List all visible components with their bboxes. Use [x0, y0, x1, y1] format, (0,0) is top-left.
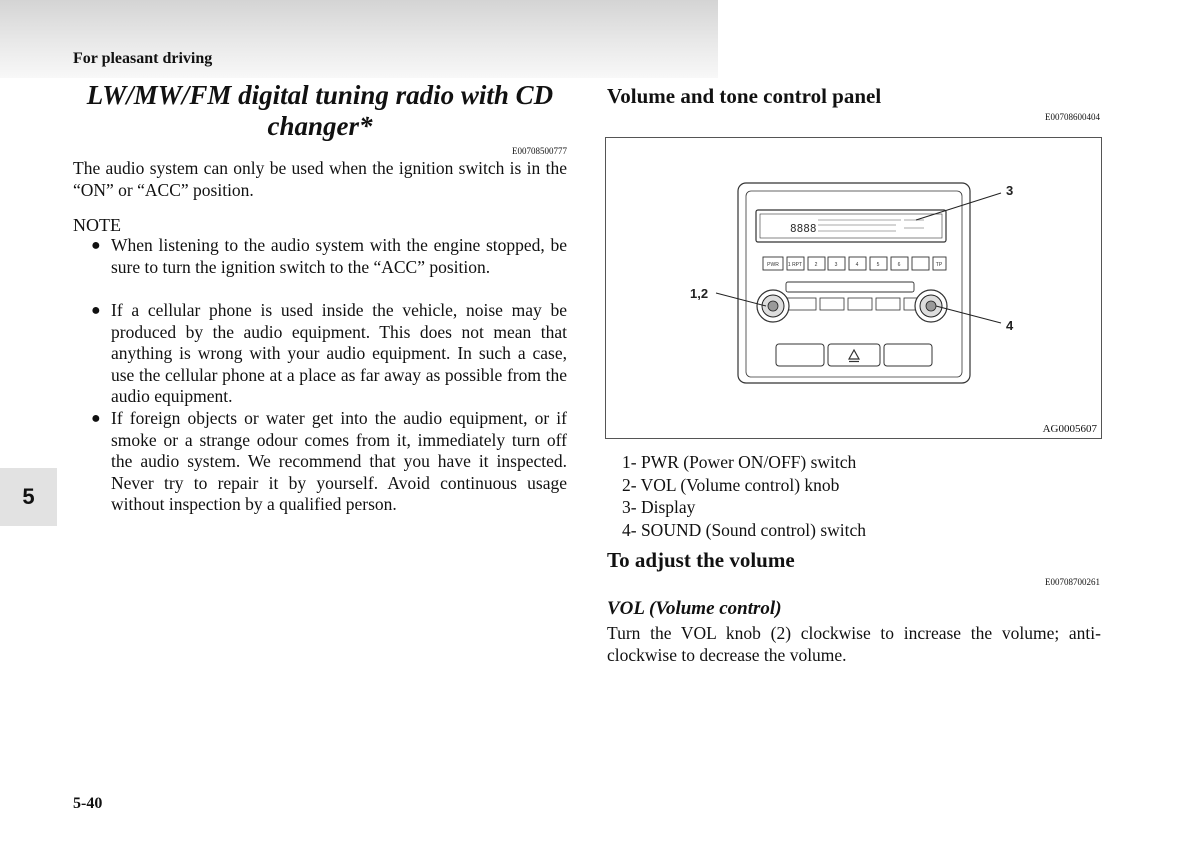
reference-code: E00708500777 — [512, 146, 567, 156]
page-number: 5-40 — [73, 795, 103, 812]
svg-text:6: 6 — [897, 262, 901, 268]
volume-heading: To adjust the volume — [607, 548, 795, 572]
callout-line-display — [916, 193, 1001, 220]
bullet-icon: ● — [91, 237, 101, 254]
vol-subheading: VOL (Volume control) — [607, 598, 782, 619]
svg-text:TP: TP — [935, 262, 943, 268]
display-digits: 8888 — [790, 222, 817, 235]
eject-button — [828, 344, 880, 366]
bullet-text: If a cellular phone is used inside the vehicle, noise may be produced by the audio equipment. This does not mean that anything is wrong with your audio equipment. In such a case, use the cellular phone at a place as far away as possible from the audio equipment. — [111, 300, 567, 406]
audio-panel-figure — [605, 137, 1102, 439]
svg-text:5: 5 — [876, 262, 880, 268]
section-header: For pleasant driving — [73, 50, 213, 67]
bullet-icon: ● — [91, 302, 101, 319]
page-title: LW/MW/FM digital tuning radio with CD changer* — [86, 80, 554, 141]
svg-text:1 RPT: 1 RPT — [787, 262, 803, 268]
bullet-icon: ● — [91, 410, 101, 427]
svg-text:4: 4 — [855, 262, 859, 268]
svg-text:PWR: PWR — [767, 262, 779, 268]
callout-4: 4 — [1006, 318, 1014, 333]
svg-text:2: 2 — [814, 262, 818, 268]
figure-caption: AG0005607 — [1042, 423, 1097, 435]
bullet-text: If foreign objects or water get into the audio equipment, or if smoke or a strange odour comes from it, immediately turn off the audio system. We recommend that you have it inspected. Never try to repair it by yourself. Avoid continuous usage without inspection by a qualified person. — [111, 408, 567, 514]
display-panel — [756, 210, 946, 242]
chapter-tab: 5 — [0, 468, 57, 526]
vol-knob — [757, 290, 789, 322]
intro-paragraph: The audio system can only be used when the ignition switch is in the “ON” or “ACC” position. — [73, 158, 567, 200]
list-item: 4- SOUND (Sound control) switch — [622, 520, 867, 541]
cd-slot — [786, 282, 914, 292]
note-heading: NOTE — [73, 215, 121, 235]
component-list — [622, 451, 866, 542]
panel-heading: Volume and tone control panel — [607, 84, 882, 108]
list-item: 1- PWR (Power ON/OFF) switch — [622, 452, 857, 472]
callout-1-2: 1,2 — [690, 286, 709, 301]
callout-line-sound — [936, 306, 1001, 323]
bullet-text: When listening to the audio system with the engine stopped, be sure to turn the ignition switch to the “ACC” position. — [111, 235, 567, 277]
list-item: 3- Display — [622, 497, 696, 518]
list-item: 2- VOL (Volume control) knob — [622, 474, 840, 495]
svg-text:3: 3 — [834, 262, 838, 268]
sound-knob — [915, 290, 947, 322]
vol-paragraph: Turn the VOL knob (2) clockwise to increase the volume; anti-clockwise to decrease the volume. — [607, 623, 1101, 665]
volume-code: E00708700261 — [1045, 577, 1100, 587]
callout-3: 3 — [1006, 183, 1014, 198]
audio-panel-illustration — [606, 138, 1101, 438]
panel-code: E00708600404 — [1045, 112, 1100, 122]
